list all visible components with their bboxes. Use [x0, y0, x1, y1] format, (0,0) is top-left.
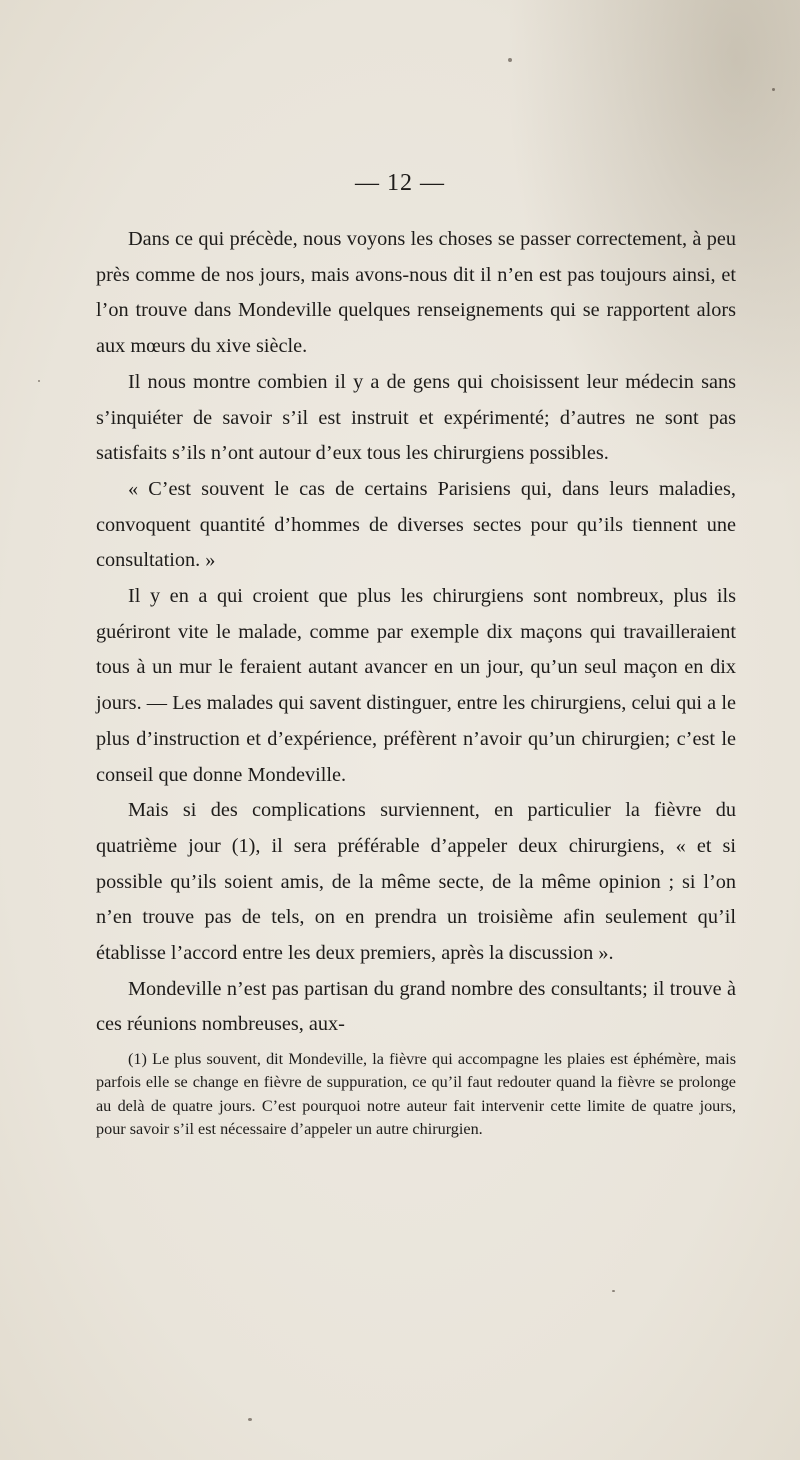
footnote: (1) Le plus souvent, dit Mondeville, la fièvre qui accompagne les plaies est éphémère, mais parfois elle se change en fièvre de suppuration, ce qu’il faut redouter quand la fièvre se prolonge au delà de quatre jours. C’est pourquoi notre auteur fait intervenir cette limite de quatre jours, pour savoir s’il est nécessaire d’appeler un autre chirurgien. [96, 1050, 736, 1138]
paragraph-6: Mondeville n’est pas partisan du grand nombre des consultants; il trouve à ces réunions nombreuses, aux- [96, 977, 736, 1036]
paragraph-2: Il nous montre combien il y a de gens qui choisissent leur médecin sans s’inquiéter de savoir s’il est instruit et expérimenté; d’autres ne sont pas satisfaits s’ils n’ont autour d’eux tous les chirurgiens possibles. [96, 370, 736, 465]
paper-speck [612, 1290, 615, 1292]
page-number: — 12 — [355, 170, 445, 196]
paper-speck [38, 380, 40, 382]
paper-speck [248, 1418, 252, 1421]
body-text [96, 222, 736, 1141]
paragraph-3: « C’est souvent le cas de certains Parisiens qui, dans leurs maladies, convoquent quantité d’hommes de diverses sectes pour qu’ils tiennent une consultation. » [96, 477, 736, 572]
paragraph-4: Il y en a qui croient que plus les chirurgiens sont nombreux, plus ils guériront vite le malade, comme par exemple dix maçons qui travailleraient tous à un mur le feraient autant avancer en un jour, qu’un seul maçon en dix jours. — Les malades qui savent distinguer, entre les chirurgiens, celui qui a le plus d’instruction et d’expérience, préfèrent n’avoir qu’un chirurgien; c’est le conseil que donne Mondeville. [96, 585, 736, 786]
paper-speck [772, 88, 775, 91]
paper-speck [508, 58, 512, 62]
paragraph-5: Mais si des complications surviennent, en particulier la fièvre du quatrième jour (1), il sera préférable d’appeler deux chirurgiens, « et si possible qu’ils soient amis, de la même secte, de la même opinion ; si l’on n’en trouve pas de tels, on en prendra un troisième afin seulement qu’il établisse l’accord entre les deux premiers, après la discussion ». [96, 799, 736, 965]
paragraph-1: Dans ce qui précède, nous voyons les choses se passer correctement, à peu près comme de nos jours, mais avons-nous dit il n’en est pas toujours ainsi, et l’on trouve dans Mondeville quelques renseignements qui se rapportent alors aux mœurs du xive siècle. [96, 228, 736, 358]
